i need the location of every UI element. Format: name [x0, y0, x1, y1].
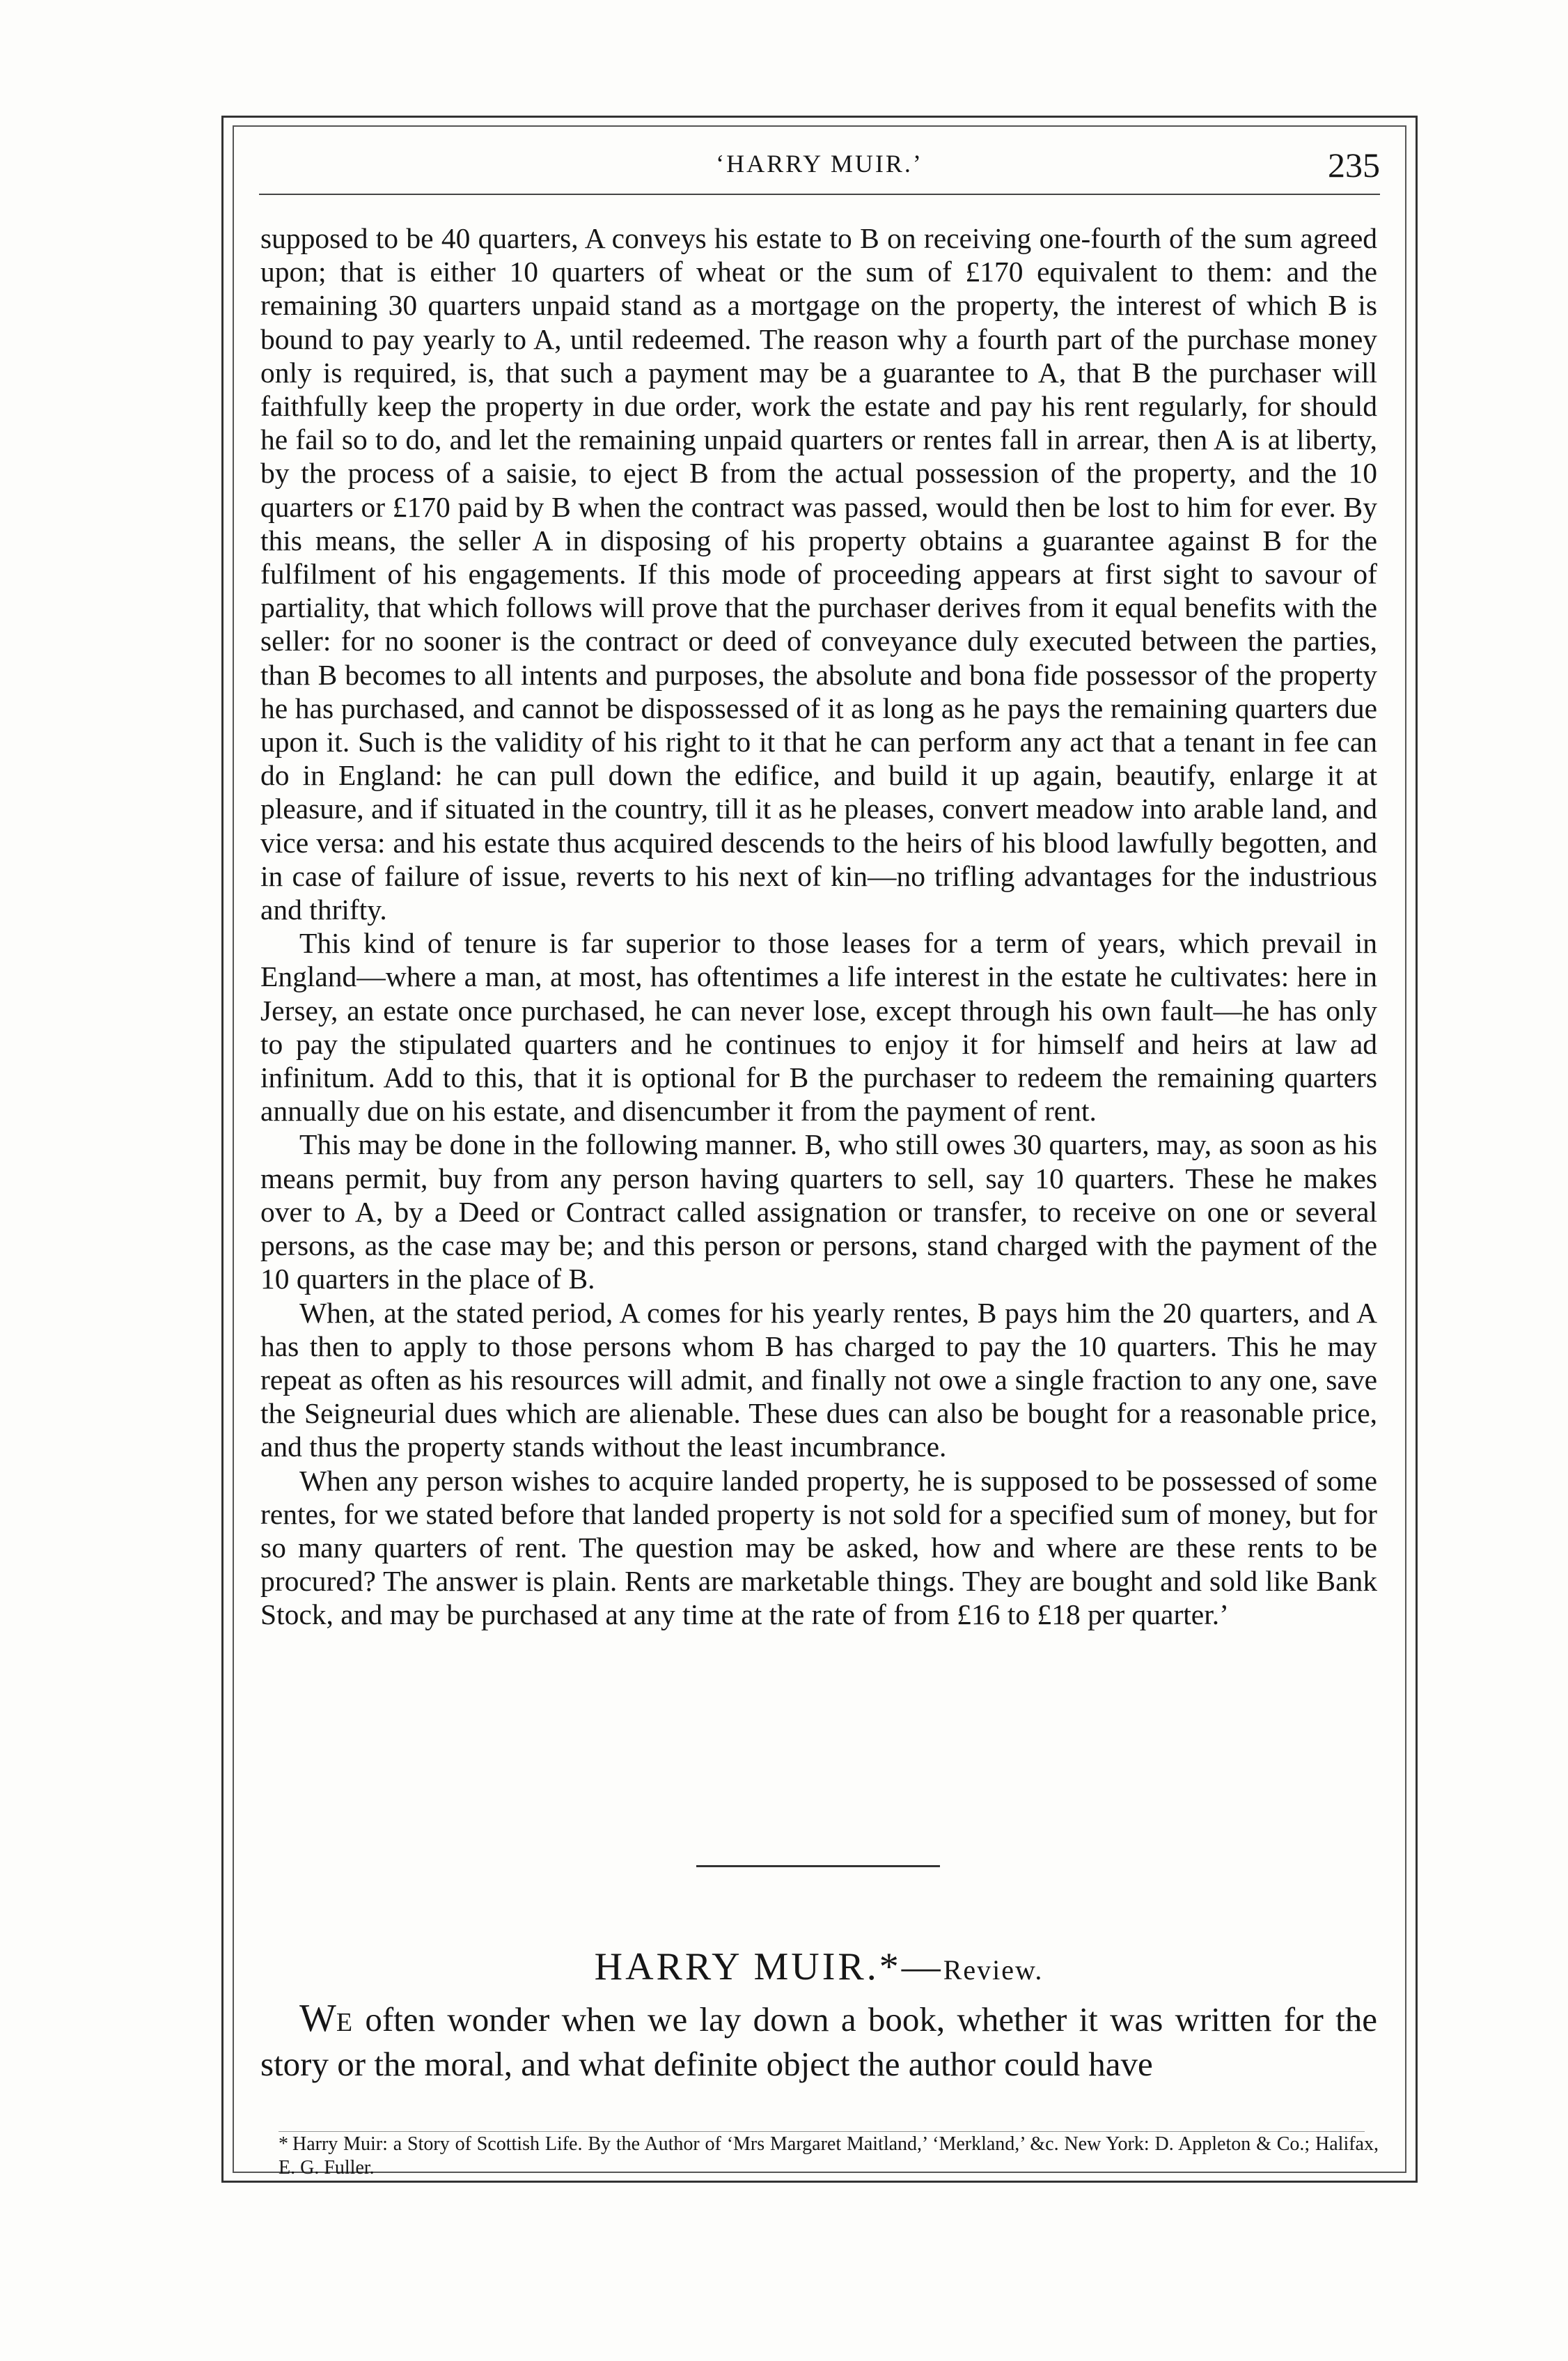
- page-number: 235: [1328, 146, 1380, 185]
- review-opening: [260, 1997, 1377, 2085]
- section-divider: [696, 1865, 940, 1867]
- paragraph: When any person wishes to acquire landed property, he is supposed to be possessed of some rentes, for we stated before that landed property is not sold for a specified sum of money, but for so many quarters of rent. The question may be asked, how and where are these rents to be procured? The answer is plain. Rents are marketable things. They are bought and sold like Bank Stock, and may be purchased at any time at the rate of from £16 to £18 per quarter.’: [260, 1464, 1377, 1631]
- review-label: Review.: [943, 1954, 1044, 1986]
- review-heading: [260, 1945, 1377, 1989]
- running-title: ‘HARRY MUIR.’: [716, 150, 923, 178]
- review-opening-text: often wonder when we lay down a book, whether it was written for the story or the moral, and what definite object the author could have: [260, 2000, 1377, 2083]
- review-title: HARRY MUIR.*—: [594, 1945, 943, 1988]
- paragraph: supposed to be 40 quarters, A conveys his estate to B on receiving one-fourth of the sum agreed upon; that is either 10 quarters of wheat or the sum of £170 equivalent to them: and the remaining 30 quarters unpaid stand as a mortgage on the property, the interest of which B is bound to pay yearly to A, until redeemed. The reason why a fourth part of the purchase money only is required, is, that such a payment may be a guarantee to A, that B the purchaser will faithfully keep the property in due order, work the estate and pay his rent regularly, for should he fail so to do, and let the remaining unpaid quarters or rentes fall in arrear, then A is at liberty, by the process of a saisie, to eject B from the actual possession of the property, and the 10 quarters or £170 paid by B when the contract was passed, would then be lost to him for ever. By this means, the seller A in disposing of his property obtains a guarantee against B for the fulfilment of his engagements. If this mode of proceeding appears at first sight to savour of partiality, that which follows will prove that the purchaser derives from it equal benefits with the seller: for no sooner is the contract or deed of conveyance duly executed between the parties, than B becomes to all intents and purposes, the absolute and bona fide possessor of the property he has purchased, and cannot be dispossessed of it as long as he pays the remaining quarters due upon it. Such is the validity of his right to it that he can perform any act that a tenant in fee can do in England: he can pull down the edifice, and build it up again, beautify, enlarge it at pleasure, and if situated in the country, till it as he pleases, convert meadow into arable land, and vice versa: and his estate thus acquired descends to the heirs of his blood lawfully begotten, and in case of failure of issue, reverts to his next of kin—no trifling advantages for the industrious and thrifty.: [260, 222, 1377, 926]
- drop-initial: W: [299, 1997, 336, 2040]
- running-head: [259, 145, 1380, 195]
- footnote: [279, 2133, 1379, 2180]
- footnote-marker: *: [279, 2133, 288, 2155]
- paragraph: This kind of tenure is far superior to those leases for a term of years, which prevail in England—where a man, at most, has oftentimes a life interest in the estate he cultivates: here in Jersey, an estate once purchased, he can never lose, except through his own fault—he has only to pay the stipulated quarters and he continues to enjoy it for himself and heirs at law ad infinitum. Add to this, that it is optional for B the purchaser to redeem the remaining quarters annually due on his estate, and disencumber it from the payment of rent.: [260, 927, 1377, 1128]
- footnote-text: Harry Muir: a Story of Scottish Life. By the Author of ‘Mrs Margaret Maitland,’ ‘Merkland,’ &c. New York: D. Appleton & Co.; Halifax, E. G. Fuller.: [279, 2133, 1379, 2179]
- footnote-rule: [279, 2131, 1365, 2132]
- paragraph: When, at the stated period, A comes for his yearly rentes, B pays him the 20 quarters, and A has then to apply to those persons whom B has charged to pay the 10 quarters. This he may repeat as often as his resources will admit, and finally not owe a single fraction to any one, save the Seigneurial dues which are alienable. These dues can also be bought for a reasonable price, and thus the property stands without the least incumbrance.: [260, 1296, 1377, 1463]
- paragraph: This may be done in the following manner. B, who still owes 30 quarters, may, as soon as his means permit, buy from any person having quarters to sell, say 10 quarters. These he makes over to A, by a Deed or Contract called assignation or transfer, to receive on one or several persons, as the case may be; and this person or persons, stand charged with the payment of the 10 quarters in the place of B.: [260, 1128, 1377, 1295]
- initial-rest: E: [336, 2008, 354, 2037]
- review-paragraph: [260, 1997, 1377, 2085]
- article-body: [260, 221, 1377, 1632]
